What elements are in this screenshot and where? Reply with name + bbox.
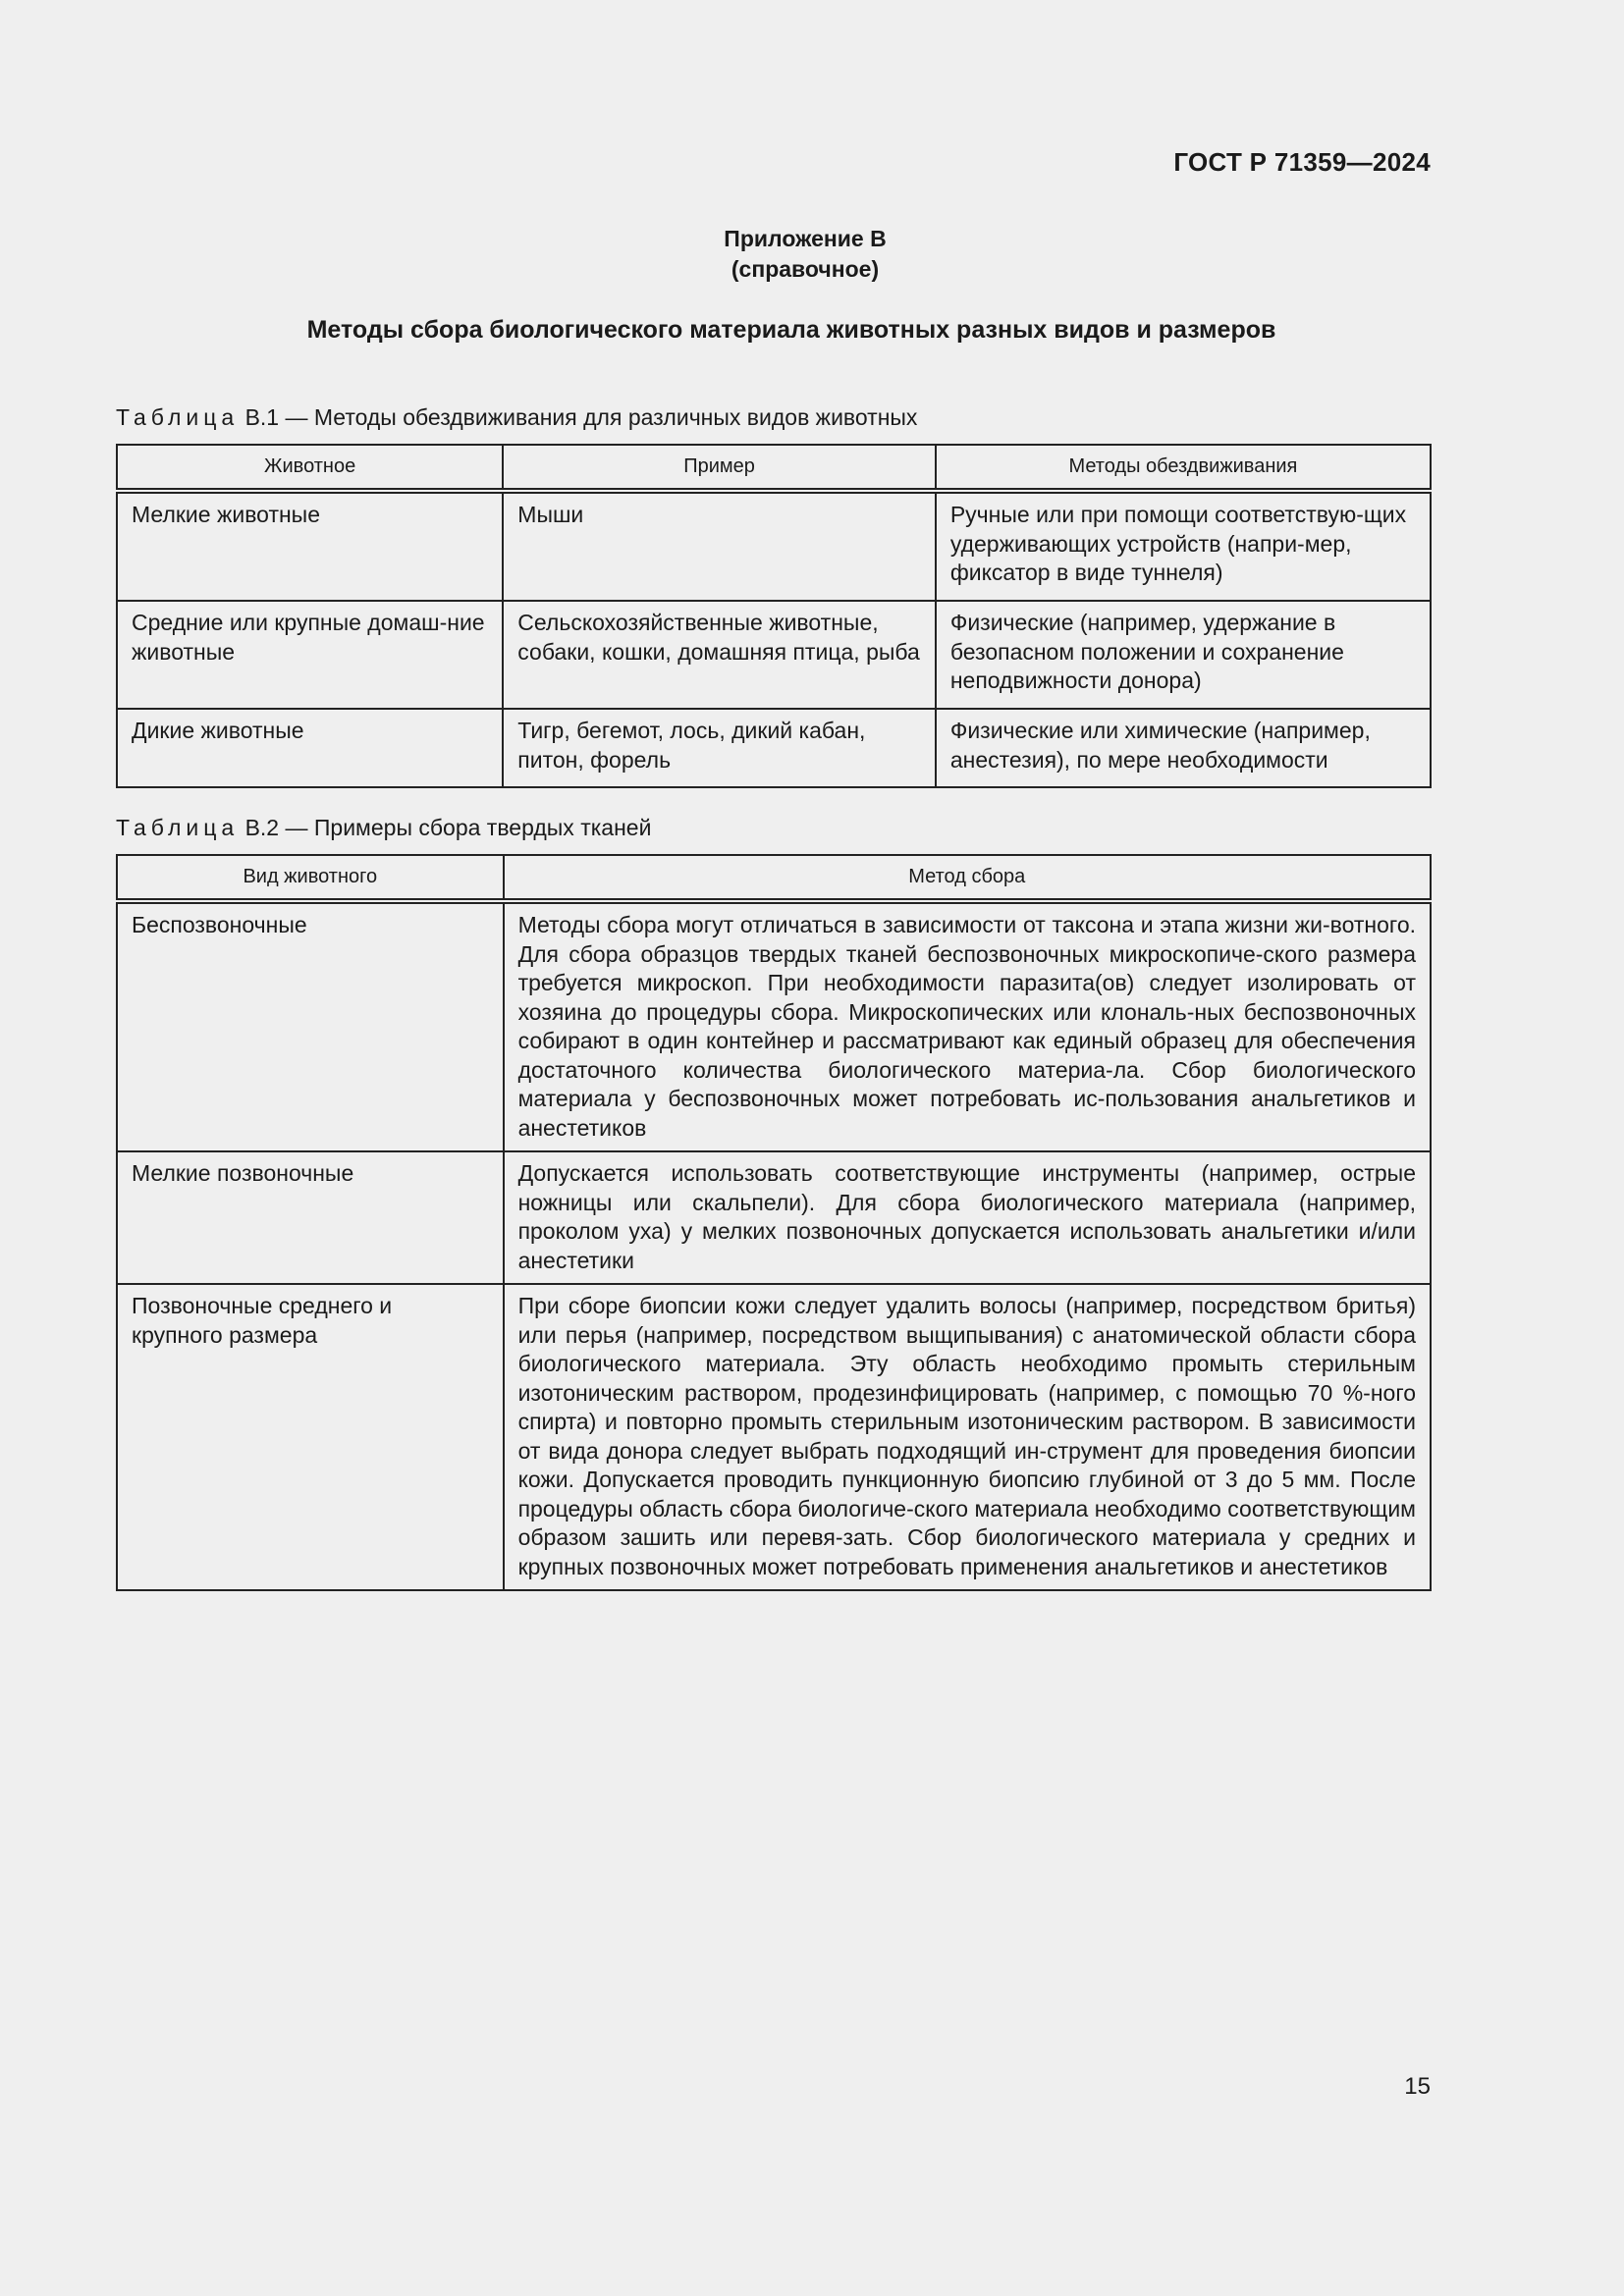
table-cell: Позвоночные среднего и крупного размера (117, 1284, 504, 1590)
table-row (117, 491, 1431, 601)
appendix-label: Приложение В (724, 226, 887, 251)
table-cell: Физические (например, удержание в безопасном положении и сохранение неподвижности донора) (936, 601, 1431, 709)
table1-caption: Таблица В.1 — Методы обездвиживания для различных видов животных (116, 404, 918, 430)
table-cell: Мыши (503, 491, 936, 601)
table-cell: Допускается использовать соответствующие инструменты (например, острые ножницы или скальпели). Для сбора биологического материала (например, проколом уха) у мелких позвоночных допускается использовать анальгетики и/или анестетики (504, 1151, 1431, 1284)
table2-caption: Таблица В.2 — Примеры сбора твердых тканей (116, 815, 652, 840)
appendix-title: Методы сбора биологического материала животных разных видов и размеров (306, 316, 1276, 344)
table-row (117, 1284, 1431, 1590)
table-header-row (117, 855, 1431, 901)
table-cell: Мелкие позвоночные (117, 1151, 504, 1284)
column-header: Животное (117, 445, 503, 491)
immobilization-table (116, 444, 1432, 788)
appendix-type: (справочное) (731, 256, 880, 282)
column-header: Вид животного (117, 855, 504, 901)
document-code: ГОСТ Р 71359—2024 (1173, 147, 1431, 177)
table-row (117, 601, 1431, 709)
tissue-collection-table (116, 854, 1432, 1591)
table-header-row (117, 445, 1431, 491)
table-row (117, 1151, 1431, 1284)
appendix-heading (0, 224, 1624, 285)
table-row (117, 901, 1431, 1151)
table-cell: Сельскохозяйственные животные, собаки, кошки, домашняя птица, рыба (503, 601, 936, 709)
table-cell: Дикие животные (117, 709, 503, 787)
table-cell: При сборе биопсии кожи следует удалить волосы (например, посредством бритья) или перья (например, посредством выщипывания) с анатомической области сбора биологического материала. Эту область необходимо промыть стерильным изотоническим раствором, продезинфицировать (например, с помощью 70 %-ного спирта) и повторно промыть стерильным изотоническим раствором. В зависимости от вида донора следует выбрать подходящий ин-струмент для проведения биопсии кожи. Допускается проводить пункционную биопсию глубиной от 3 до 5 мм. После процедуры область сбора биологиче-ского материала необходимо соответствующим образом зашить или перевя-зать. Сбор биологического материала у средних и крупных позвоночных может потребовать применения анальгетиков и анестетиков (504, 1284, 1431, 1590)
table-cell: Ручные или при помощи соответствую-щих удерживающих устройств (напри-мер, фиксатор в виде туннеля) (936, 491, 1431, 601)
table-cell: Беспозвоночные (117, 901, 504, 1151)
table-cell: Тигр, бегемот, лось, дикий кабан, питон, форель (503, 709, 936, 787)
page-number: 15 (1404, 2073, 1431, 2100)
table-cell: Методы сбора могут отличаться в зависимости от таксона и этапа жизни жи-вотного. Для сбора образцов твердых тканей беспозвоночных микроскопиче-ского размера требуется микроскоп. При необходимости паразита(ов) следует изолировать от хозяина до процедуры сбора. Микроскопических или клональ-ных беспозвоночных собирают в один контейнер и рассматривают как единый образец для обеспечения достаточного количества биологического материа-ла. Сбор биологического материала у беспозвоночных может потребовать ис-пользования анальгетиков и анестетиков (504, 901, 1431, 1151)
column-header: Метод сбора (504, 855, 1431, 901)
column-header: Методы обездвиживания (936, 445, 1431, 491)
table-cell: Средние или крупные домаш-ние животные (117, 601, 503, 709)
column-header: Пример (503, 445, 936, 491)
table-cell: Мелкие животные (117, 491, 503, 601)
table-cell: Физические или химические (например, анестезия), по мере необходимости (936, 709, 1431, 787)
table-row (117, 709, 1431, 787)
